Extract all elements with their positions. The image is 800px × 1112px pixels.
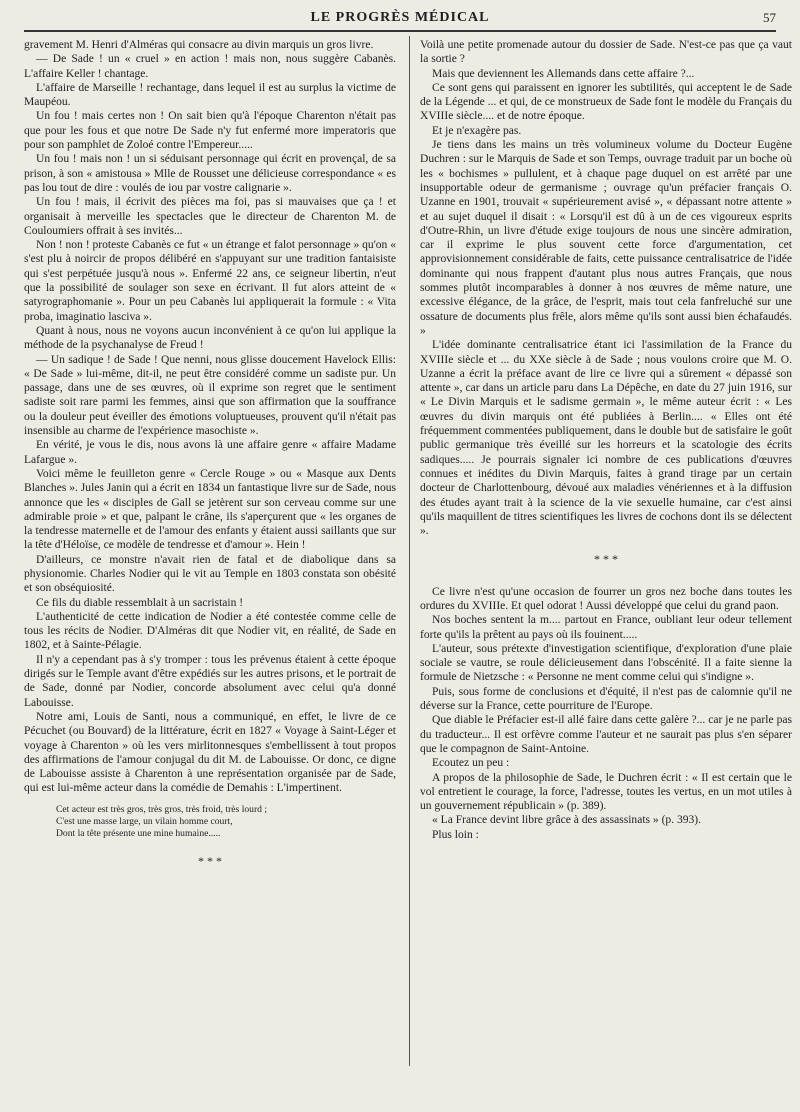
paragraph: L'affaire de Marseille ! rechantage, dans lequel il est au surplus la victime de Maupéou. <box>24 81 396 109</box>
header-rule <box>24 30 776 32</box>
section-separator: * * * <box>594 552 618 567</box>
verse-line: Cet acteur est très gros, très gros, très froid, très lourd ; <box>56 803 268 815</box>
right-column <box>420 38 792 1098</box>
column-divider <box>409 36 410 1066</box>
paragraph: L'authenticité de cette indication de Nodier a été contestée comme celle de tous les récits de Nodier. D'Alméras dit que Nodier vit, en réalité, de Sade en 1802, et à Sainte-Pélagie. <box>24 610 396 652</box>
page-header <box>24 6 776 28</box>
paragraph: Un fou ! mais certes non ! On sait bien qu'à l'époque Charenton n'était pas que pour les fous et que notre De Sade n'y fut enfermé more imperatoris que pour son pamphlet de Zoloé contre l'Empereur..... <box>24 110 396 152</box>
section-separator: * * * <box>198 853 222 868</box>
paragraph: Notre ami, Louis de Santi, nous a communiqué, en effet, le livre de ce Pécuchet (ou Bouvard) de la littérature, écrit en 1827 « Voyage à Saint-Léger et voyage à Charenton » où les vers mirlitonnesques s'embellissent à tout propos des affirmations de l'amour conjugal du dit M. de Labouisse. Or donc, ce digne de Labouisse assiste à Charenton à une représentation organisée par de Sade, qui est lui-même acteur dans la comédie de Demahis : L'impertinent. <box>24 710 396 795</box>
paragraph: Il n'y a cependant pas à s'y tromper : tous les prévenus étaient à cette époque dirigés sur le Temple avant d'être expédiés sur les autres prisons, et le portrait de de Sade, donné par Nodier, concorde absolument avec celui qu'a donné Labouisse. <box>24 653 396 709</box>
paragraph: Un fou ! mais non ! un si séduisant personnage qui écrit en provençal, de sa prison, à son « amistousa » Mlle de Rousset une délicieuse correspondance « es pas lou tout de dire : voulés de iou par vostre calignarie ». <box>24 153 396 194</box>
paragraph: En vérité, je vous le dis, nous avons là une affaire genre « affaire Madame Lafargue ». <box>24 439 396 466</box>
paragraph: Non ! non ! proteste Cabanès ce fut « un étrange et falot personnage » qu'on « s'est plu à noircir de propos délibéré en s'appuyant sur une tradition fantaisiste qui s'est perpétuée jusqu'à nous ». Enfermé 22 ans, ce seigneur libertin, n'eut que la possibilité de soulager son sexe en écrivant. Il fut alors atteint de « satyrographomanie ». Pour un peu Cabanès lui appliquerait la formule : « Vita proba, imaginatio lasciva ». <box>24 239 396 323</box>
verse-line: Dont la tête présente une mine humaine..... <box>56 827 221 839</box>
paragraph: Ce fils du diable ressemblait à un sacristain ! <box>36 596 244 609</box>
paragraph: Puis, sous forme de conclusions et d'équité, il n'est pas de calomnie qu'il ne déverse sur la France, cette pourriture de l'Europe. <box>420 685 792 713</box>
paragraph: L'idée dominante centralisatrice étant ici l'assimilation de la France du XVIIIe siècle et ... du XXe siècle à de Sade ; nous voulons croire que M. O. Uzanne a écrit la préface avant de lire ce livre qui a sûrement « dépassé son attente », car dans un article paru dans La Dépêche, en date du 27 juin 1916, sur « Le Divin Marquis et le sadisme germain », le même auteur écrit : « Les œuvres du divin marquis ont été publiées à Berlin.... « Elles ont été fréquemment commentées publiquement, dans le double but de satisfaire le goût public germanique très éveillé sur les horreurs et la scatologie des écrits sadiques..... Je pourrais signaler ici nombre de ces publications d'œuvres connues et inédites du Divin Marquis, faites à grand tirage par un certain docteur de Charlottenbourg, dévoué aux maladies vénériennes et à la diffusion des études ayant trait à la science de la vie sexuelle humaine, car c'est ainsi qu'ils maquillent de titres scientifiques les livres de cochons dont ils se délectent ». <box>420 339 792 538</box>
paragraph: « La France devint libre grâce à des assassinats » (p. 393). <box>432 814 702 827</box>
left-column <box>24 38 396 1098</box>
journal-title: LE PROGRÈS MÉDICAL <box>310 10 490 25</box>
paragraph: Ecoutez un peu : <box>432 757 510 770</box>
paragraph: L'auteur, sous prétexte d'investigation scientifique, d'exploration d'une plaie sociale se vautre, se roule délicieusement dans l'obscénité. Il a faite sienne la formule de Nietzsche : « Personne ne ment comme celui qui s'indigne ». <box>420 642 792 684</box>
page-number: 57 <box>763 10 776 25</box>
paragraph: Ce sont gens qui paraissent en ignorer les subtilités, qui acceptent le de Sade de la Légende ... et qui, de ce monstrueux de Sade font le modèle du Français du XVIIIe siècle.... et de notre époque. <box>420 81 792 123</box>
paragraph: Voilà une petite promenade autour du dossier de Sade. N'est-ce pas que ça vaut la sortie ? <box>420 39 792 66</box>
paragraph: Mais que deviennent les Allemands dans cette affaire ?... <box>432 67 695 80</box>
paragraph: D'ailleurs, ce monstre n'avait rien de fatal et de diabolique dans sa physionomie. Charles Nodier qui le vit au Temple en 1803 constata son obésité et son obséquiosité. <box>24 553 396 595</box>
paragraph: gravement M. Henri d'Alméras qui consacre au divin marquis un gros livre. <box>24 39 374 51</box>
paragraph: Voici même le feuilleton genre « Cercle Rouge » ou « Masque aux Dents Blanches ». Jules Janin qui a écrit en 1834 un fantastique livre sur de Sade, nous annonce que les « disciples de Gall se jetèrent sur son cerveau comme sur une admirable proie » et que, palpant le crâne, ils s'aperçurent que « les organes de la tendresse maternelle et de l'amour des enfants y étaient aussi saillants que sur la tête d'Héloïse, ce modèle de tendresse et d'amour ». Hein ! <box>24 467 396 552</box>
paragraph: Plus loin : <box>432 828 479 841</box>
paragraph: Quant à nous, nous ne voyons aucun inconvénient à ce qu'on lui applique la méthode de la psychanalyse de Freud ! <box>24 324 396 352</box>
paragraph: Ce livre n'est qu'une occasion de fourrer un gros nez boche dans toutes les ordures du XVIIIe. Et quel odorat ! Aussi développé que celui du grand paon. <box>420 585 792 612</box>
paragraph: Et je n'exagère pas. <box>432 124 522 137</box>
paragraph: Que diable le Préfacier est-il allé faire dans cette galère ?... car je ne parle pas du traducteur... Il est orfèvre comme l'auteur et ne saurait pas plus s'en séparer que le compagnon de Saint-Antoine. <box>420 714 792 755</box>
verse-line: C'est une masse large, un vilain homme court, <box>56 815 233 827</box>
verse-quote <box>56 804 396 840</box>
paragraph: Je tiens dans les mains un très volumineux volume du Docteur Eugène Duchren : sur le Marquis de Sade et son Temps, ouvrage traduit par un boche où les « bochismes » pullulent, et à chaque page duquel on est arrêté par une insupportable odeur de germanisme ; ouvrage qu'un préfacier français O. Uzanne en 1901, trouvait « supérieurement avisé », « dépassant notre attente » et au sujet duquel il disait : « Lorsqu'il est dû à un de ces vigoureux esprits d'Outre-Rhin, un livre d'étude exige toujours de nous une sincère admiration, car il exprime le plus souvent cette force d'argumentation, cet approvisionnement considérable de faits, cette puissance centralisatrice de l'idée dominante qui nous frappent d'autant plus nous autres Français, que nous sommes plutôt incomparables à donner à nos œuvres de même nature, une excessive élégance, de la grâce, de l'esprit, mais tout cela fanfreluché sur une ossature de documents plus frêle, alors même qu'ils sont aussi bien échafaudés. » <box>420 139 792 337</box>
paragraph: — Un sadique ! de Sade ! Que nenni, nous glisse doucement Havelock Ellis: « De Sade » lui-même, dit-il, ne peut être considéré comme un sadiste pur. Un passage, dans une de ses œuvres, où il exprime son regret que le sentiment sadiste soit rare parmi les femmes, ainsi que son affirmation que la souffrance ou la douleur peut éveiller des émotions voluptueuses, prouvent qu'il n'était pas insensible au charme de l'expérience masochiste ». <box>24 353 396 438</box>
paragraph: Nos boches sentent la m.... partout en France, oubliant leur odeur tellement forte qu'ils la prêtent au pays où ils fouinent..... <box>420 614 792 641</box>
paragraph: A propos de la philosophie de Sade, le Duchren écrit : « Il est certain que le vol entretient le courage, la force, l'adresse, toutes les vertus, en un mot utiles à un gouvernement républicain » (p. 389). <box>420 771 792 813</box>
paragraph: — De Sade ! un « cruel » en action ! mais non, nous suggère Cabanès. L'affaire Keller ! chantage. <box>24 53 396 80</box>
paragraph: Un fou ! mais, il écrivit des pièces ma foi, pas si mauvaises que ça ! et organisait à merveille les spectacles que le directeur de Charenton M. de Couloumiers offrait à ses invités... <box>24 196 396 237</box>
